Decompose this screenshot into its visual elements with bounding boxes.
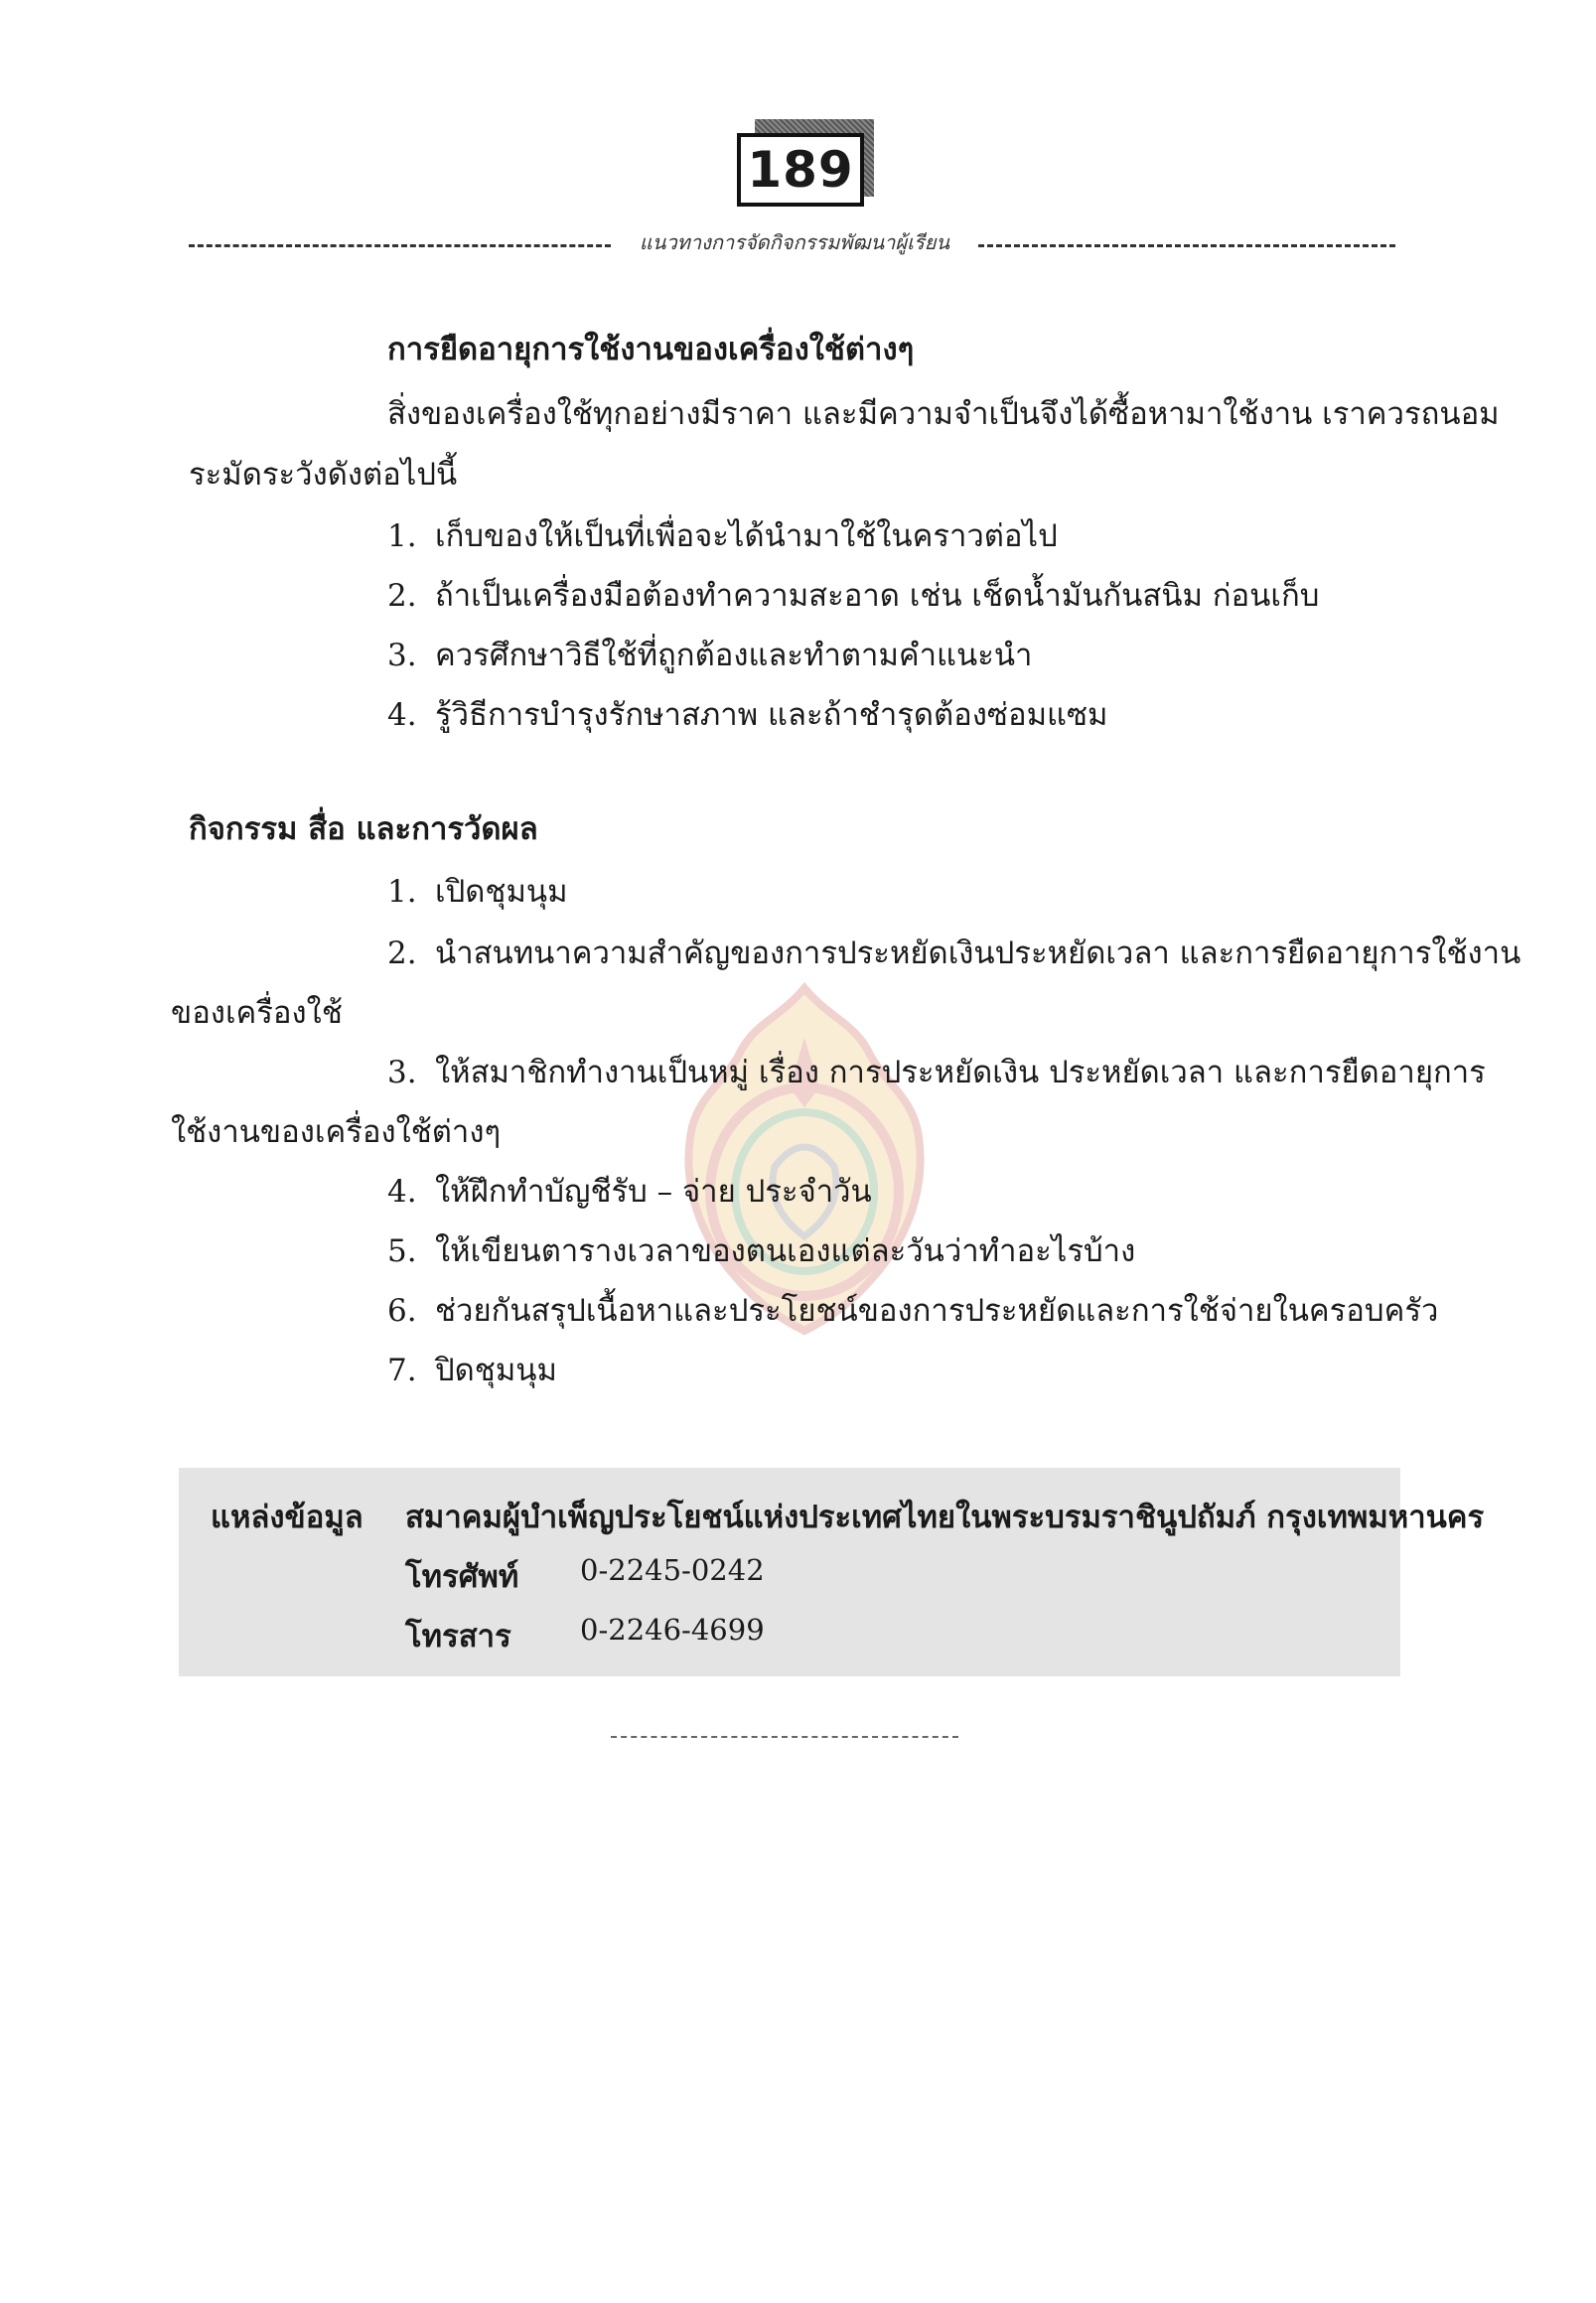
source-info-box	[179, 1468, 1485, 1676]
list-item-number: 3.	[387, 1055, 417, 1090]
phone-label: โทรศัพท์	[405, 1559, 519, 1595]
list-item-number: 3.	[387, 638, 417, 673]
seal-watermark-icon	[655, 978, 953, 1336]
list-item	[387, 872, 568, 912]
header-rule-right	[978, 244, 1395, 247]
header-rule-left	[189, 244, 611, 247]
list-item-text: ปิดชุมนุม	[435, 1353, 557, 1388]
section-heading-activities: กิจกรรม สื่อ และการวัดผล	[189, 811, 538, 847]
list-item-number: 4.	[387, 697, 417, 733]
list-item	[387, 1351, 557, 1390]
list-item	[387, 1231, 1135, 1271]
list-item-text: ช่วยกันสรุปเนื้อหาและประโยชน์ของการประหยัดและการใช้จ่ายในครอบครัว	[435, 1293, 1439, 1329]
list-item	[387, 576, 1319, 616]
intro-paragraph-line1: สิ่งของเครื่องใช้ทุกอย่างมีราคา และมีความจำเป็นจึงได้ซื้อหามาใช้งาน เราควรถนอม	[387, 396, 1500, 432]
list-item	[387, 1172, 872, 1212]
list-item-continuation: ของเครื่องใช้	[171, 995, 343, 1031]
list-item-text: ให้สมาชิกทำงานเป็นหมู่ เรื่อง การประหยัดเงิน ประหยัดเวลา และการยืดอายุการ	[435, 1055, 1486, 1090]
source-label: แหล่งข้อมูล	[211, 1500, 363, 1535]
list-item-number: 2.	[387, 936, 417, 971]
list-item-text: ให้เขียนตารางเวลาของตนเองแต่ละวันว่าทำอะไรบ้าง	[435, 1233, 1136, 1269]
list-item-number: 1.	[387, 518, 417, 554]
list-item	[387, 695, 1107, 735]
list-item-number: 1.	[387, 874, 417, 910]
running-header: แนวทางการจัดกิจกรรมพัฒนาผู้เรียน	[639, 230, 950, 254]
list-item-number: 5.	[387, 1233, 417, 1269]
fax-label: โทรสาร	[405, 1619, 511, 1655]
fax-number: 0-2246-4699	[580, 1613, 765, 1647]
list-item-number: 4.	[387, 1174, 417, 1210]
list-item-text: เก็บของให้เป็นที่เพื่อจะได้นำมาใช้ในคราวต่อไป	[435, 518, 1058, 554]
end-rule	[611, 1736, 958, 1738]
section-heading-extend-lifespan: การยืดอายุการใช้งานของเครื่องใช้ต่างๆ	[387, 332, 915, 367]
list-item-text: รู้วิธีการบำรุงรักษาสภาพ และถ้าชำรุดต้องซ่อมแซม	[435, 697, 1108, 733]
list-item	[387, 934, 1521, 973]
list-item	[387, 636, 1032, 675]
list-item-continuation: ใช้งานของเครื่องใช้ต่างๆ	[171, 1114, 502, 1150]
page-number: 189	[737, 133, 864, 207]
source-organization: สมาคมผู้บำเพ็ญประโยชน์แห่งประเทศไทยในพระบรมราชินูปถัมภ์ กรุงเทพมหานคร	[405, 1500, 1485, 1535]
list-item	[387, 516, 1058, 556]
list-item	[387, 1291, 1438, 1331]
list-item-text: นำสนทนาความสำคัญของการประหยัดเงินประหยัดเวลา และการยืดอายุการใช้งาน	[435, 936, 1522, 971]
page-number-badge	[737, 119, 876, 209]
list-item-number: 6.	[387, 1293, 417, 1329]
list-item	[387, 1053, 1486, 1092]
list-item-text: ควรศึกษาวิธีใช้ที่ถูกต้องและทำตามคำแนะนำ	[435, 638, 1033, 673]
list-item-number: 2.	[387, 578, 417, 614]
list-item-text: ถ้าเป็นเครื่องมือต้องทำความสะอาด เช่น เช็ดน้ำมันกันสนิม ก่อนเก็บ	[435, 578, 1320, 614]
intro-paragraph-line2: ระมัดระวังดังต่อไปนี้	[189, 457, 458, 493]
list-item-text: ให้ฝึกทำบัญชีรับ – จ่าย ประจำวัน	[435, 1174, 872, 1210]
phone-number: 0-2245-0242	[580, 1553, 765, 1587]
list-item-number: 7.	[387, 1353, 417, 1388]
list-item-text: เปิดชุมนุม	[435, 874, 568, 910]
